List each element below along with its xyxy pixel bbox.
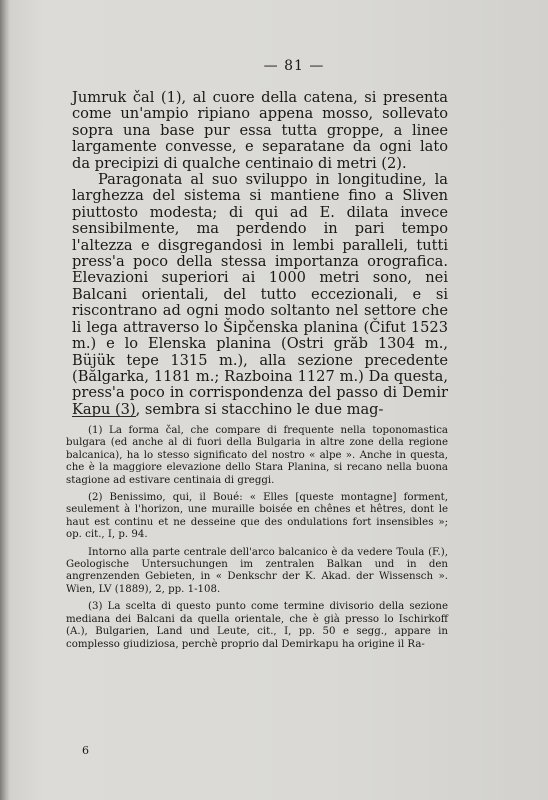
spine-shadow	[0, 0, 10, 800]
signature-mark: 6	[82, 744, 89, 757]
footnote-3: (3) La scelta di questo punto come termine divisorio della sezione mediana dei Balcani da quella orientale, che è già presso lo Ischirkoff (A.), Bulgarien, Land und Leute, cit., I, pp. 50 e segg., appare in complesso giudiziosa, perchè proprio dal Demirkapu ha origine il Ra-	[66, 601, 448, 650]
paragraph-1: Jumruk čal (1), al cuore della catena, si presenta come un'ampio ripiano appena mosso, sollevato sopra una base pur essa tutta groppe, a linee largamente convesse, e separatane da ogni lato da precipizi di qualche centinaio di metri (2).	[72, 89, 448, 172]
main-text	[72, 90, 448, 418]
footnote-rule	[72, 416, 136, 417]
footnotes	[66, 425, 448, 656]
footnote-1: (1) La forma čal, che compare di frequente nella toponomastica bulgara (ed anche al di fuori della Bulgaria in altre zone della regione balcanica), ha lo stesso significato del nostro « alpe ». Anche in questa, che è la maggiore elevazione dello Stara Planina, si recano nella buona stagione ad estivare centinaia di greggi.	[66, 425, 448, 486]
footnote-2: (2) Benissimo, qui, il Boué: « Elles [queste montagne] forment, seulement à l'horizon, une muraille boisée en chênes et hêtres, dont le haut est continu et ne desseine que des ondulations fort insensibles »; op. cit., I, p. 94.	[66, 492, 448, 541]
footnote-2-continued: Intorno alla parte centrale dell'arco balcanico è da vedere Toula (F.), Geologische Untersuchungen im zentralen Balkan und in den angrenzenden Gebieten, in « Denkschr der K. Akad. der Wissensch ». Wien, LV (1889), 2, pp. 1-108.	[66, 546, 448, 595]
paragraph-2: Paragonata al suo sviluppo in longitudine, la larghezza del sistema si mantiene fino a Sliven piuttosto modesta; di qui ad E. dilata invece sensibilmente, ma perdendo in pari tempo l'altezza e disgregandosi in lembi paralleli, tutti press'a poco della stessa importanza orografica. Elevazioni superiori ai 1000 metri sono, nei Balcani orientali, del tutto eccezionali, e si riscontrano ad ogni modo soltanto nel settore che li lega attraverso lo Šipčenska planina (Čifut 1523 m.) e lo Elenska planina (Ostri grăb 1304 m., Büjük tepe 1315 m.), alla sezione precedente (Bălgarka, 1181 m.; Razboina 1127 m.) Da questa, press'a poco in corrispondenza del passo di Demir Kapu (3), sembra si stacchino le due mag-	[72, 171, 448, 418]
page-number: — 81 —	[263, 58, 325, 74]
